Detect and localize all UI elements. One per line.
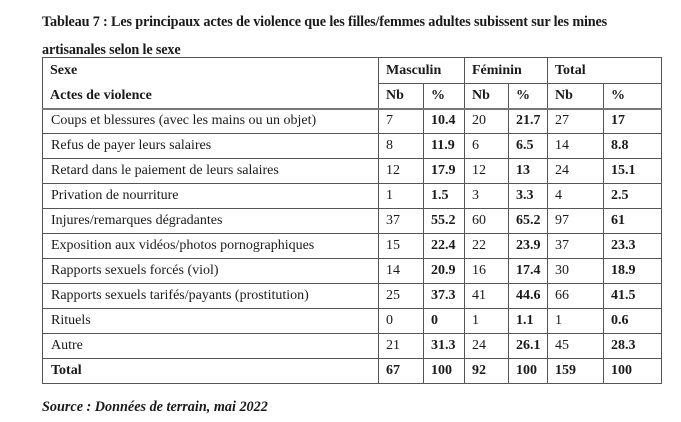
row-label: Rapports sexuels forcés (viol) — [43, 259, 379, 284]
row-label: Refus de payer leurs salaires — [43, 134, 379, 159]
cell-pct: 100 — [604, 359, 662, 384]
cell-nb: 15 — [379, 234, 424, 259]
cell-nb: 27 — [548, 109, 604, 134]
header-total: Total — [548, 58, 662, 84]
table-row — [43, 284, 662, 309]
cell-pct: 100 — [509, 359, 548, 384]
cell-pct: 17.4 — [509, 259, 548, 284]
cell-nb: 12 — [379, 159, 424, 184]
cell-nb: 1 — [379, 184, 424, 209]
cell-nb: 14 — [548, 134, 604, 159]
cell-pct: 22.4 — [424, 234, 465, 259]
cell-nb: 12 — [465, 159, 509, 184]
table-row — [43, 259, 662, 284]
cell-pct: 1.5 — [424, 184, 465, 209]
cell-pct: 10.4 — [424, 109, 465, 134]
table-row — [43, 334, 662, 359]
cell-pct: 13 — [509, 159, 548, 184]
cell-nb: 25 — [379, 284, 424, 309]
subcol-nb-t: Nb — [548, 84, 604, 109]
row-label: Rapports sexuels tarifés/payants (prostitution) — [43, 284, 379, 309]
row-label: Exposition aux vidéos/photos pornographiques — [43, 234, 379, 259]
table-row — [43, 309, 662, 334]
row-label: Injures/remarques dégradantes — [43, 209, 379, 234]
cell-nb: 6 — [465, 134, 509, 159]
cell-nb: 60 — [465, 209, 509, 234]
cell-pct: 44.6 — [509, 284, 548, 309]
cell-nb: 30 — [548, 259, 604, 284]
cell-pct: 65.2 — [509, 209, 548, 234]
header-actes: Actes de violence — [43, 84, 379, 109]
cell-nb: 97 — [548, 209, 604, 234]
cell-pct: 2.5 — [604, 184, 662, 209]
cell-pct: 23.9 — [509, 234, 548, 259]
cell-nb: 24 — [465, 334, 509, 359]
cell-nb: 1 — [465, 309, 509, 334]
cell-nb: 0 — [379, 309, 424, 334]
cell-nb: 45 — [548, 334, 604, 359]
cell-nb: 41 — [465, 284, 509, 309]
row-label: Rituels — [43, 309, 379, 334]
cell-pct: 41.5 — [604, 284, 662, 309]
cell-pct: 15.1 — [604, 159, 662, 184]
cell-pct: 55.2 — [424, 209, 465, 234]
cell-nb: 37 — [379, 209, 424, 234]
cell-pct: 61 — [604, 209, 662, 234]
cell-pct: 21.7 — [509, 109, 548, 134]
cell-nb: 92 — [465, 359, 509, 384]
cell-nb: 24 — [548, 159, 604, 184]
row-label: Autre — [43, 334, 379, 359]
cell-nb: 1 — [548, 309, 604, 334]
total-row — [43, 359, 662, 384]
cell-pct: 31.3 — [424, 334, 465, 359]
cell-nb: 20 — [465, 109, 509, 134]
cell-pct: 23.3 — [604, 234, 662, 259]
cell-pct: 37.3 — [424, 284, 465, 309]
cell-pct: 20.9 — [424, 259, 465, 284]
header-sexe: Sexe — [43, 58, 379, 84]
table-row — [43, 234, 662, 259]
cell-pct: 26.1 — [509, 334, 548, 359]
table-row — [43, 184, 662, 209]
cell-nb: 4 — [548, 184, 604, 209]
header-row-groups — [43, 58, 662, 84]
table-body — [43, 109, 662, 384]
source-note: Source : Données de terrain, mai 2022 — [42, 399, 268, 415]
cell-nb: 37 — [548, 234, 604, 259]
header-masculin: Masculin — [379, 58, 465, 84]
header-feminin: Féminin — [465, 58, 548, 84]
cell-nb: 159 — [548, 359, 604, 384]
row-label: Coups et blessures (avec les mains ou un objet) — [43, 109, 379, 134]
cell-nb: 14 — [379, 259, 424, 284]
cell-nb: 21 — [379, 334, 424, 359]
row-label: Privation de nourriture — [43, 184, 379, 209]
cell-nb: 16 — [465, 259, 509, 284]
cell-nb: 22 — [465, 234, 509, 259]
violence-table — [42, 57, 662, 384]
cell-pct: 100 — [424, 359, 465, 384]
cell-pct: 0 — [424, 309, 465, 334]
cell-pct: 3.3 — [509, 184, 548, 209]
cell-pct: 18.9 — [604, 259, 662, 284]
subcol-pct-t: % — [604, 84, 662, 109]
header-row-subcols — [43, 84, 662, 109]
subcol-pct-m: % — [424, 84, 465, 109]
table-row — [43, 109, 662, 134]
cell-pct: 11.9 — [424, 134, 465, 159]
row-label: Retard dans le paiement de leurs salaires — [43, 159, 379, 184]
cell-pct: 17 — [604, 109, 662, 134]
table-row — [43, 159, 662, 184]
subcol-pct-f: % — [509, 84, 548, 109]
cell-nb: 8 — [379, 134, 424, 159]
cell-nb: 67 — [379, 359, 424, 384]
cell-pct: 6.5 — [509, 134, 548, 159]
cell-pct: 17.9 — [424, 159, 465, 184]
table-row — [43, 134, 662, 159]
cell-nb: 7 — [379, 109, 424, 134]
subcol-nb-m: Nb — [379, 84, 424, 109]
table-row — [43, 209, 662, 234]
cell-pct: 1.1 — [509, 309, 548, 334]
row-label: Total — [43, 359, 379, 384]
cell-nb: 66 — [548, 284, 604, 309]
table-caption: Tableau 7 : Les principaux actes de violence que les filles/femmes adultes subissent sur les mines artisanales selon le sexe — [42, 14, 608, 58]
cell-pct: 0.6 — [604, 309, 662, 334]
cell-nb: 3 — [465, 184, 509, 209]
cell-pct: 28.3 — [604, 334, 662, 359]
subcol-nb-f: Nb — [465, 84, 509, 109]
cell-pct: 8.8 — [604, 134, 662, 159]
